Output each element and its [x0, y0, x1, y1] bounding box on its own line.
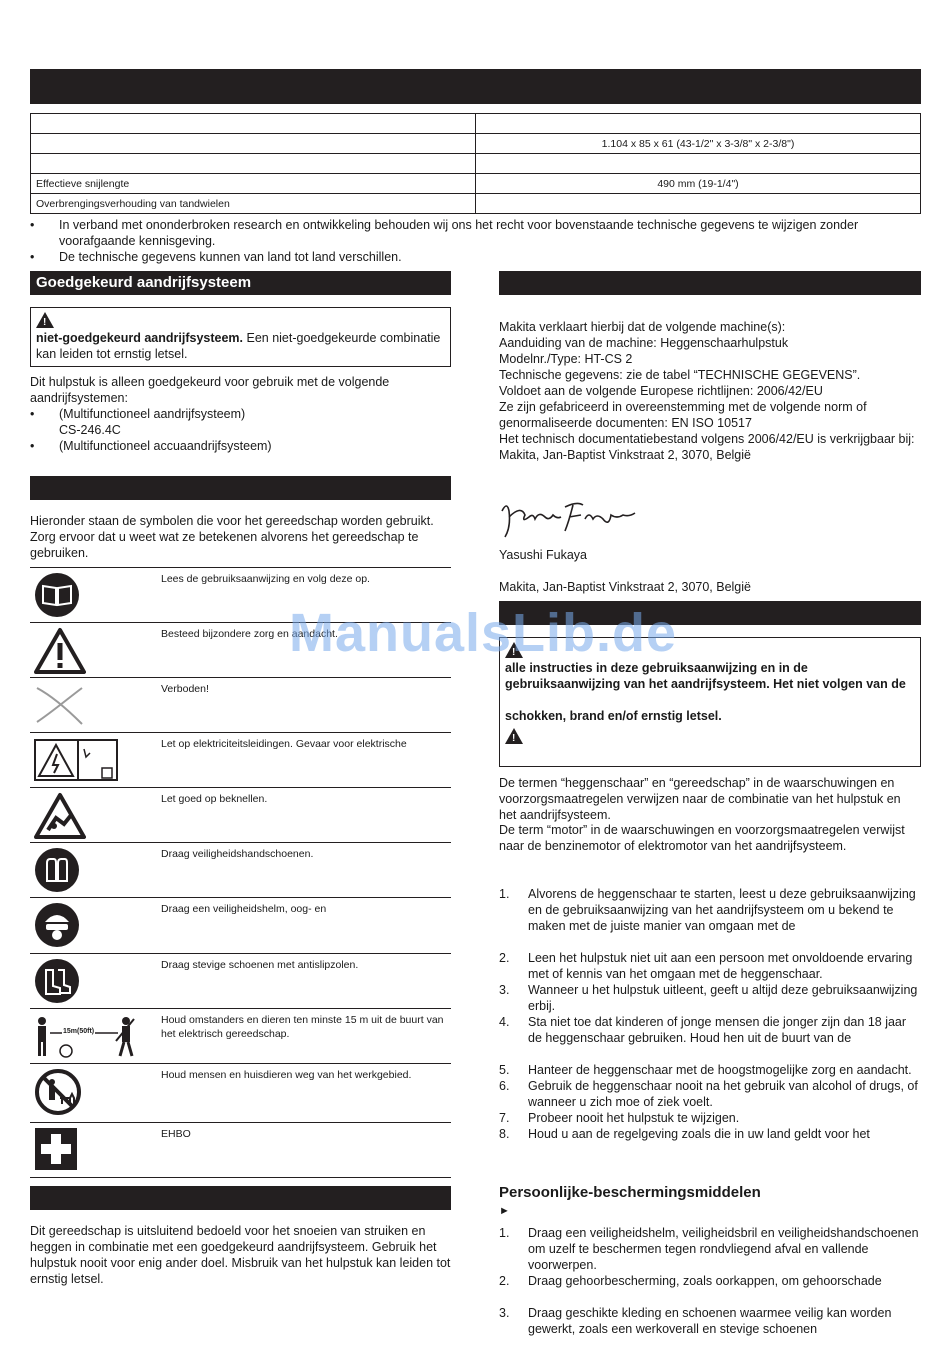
spec-label: Effectieve snijlengte	[31, 174, 476, 194]
warning-box-approved: ! niet-goedgekeurd aandrijfsysteem. Een niet-goedgekeurde combinatie kan leiden tot ernstig letsel.	[30, 307, 451, 367]
spec-value: 1.104 x 85 x 61 (43-1/2" x 3-3/8" x 2-3/8")	[476, 134, 921, 154]
ppe-list	[499, 1225, 921, 1337]
safety-list	[499, 886, 921, 1142]
symbol-label: Lees de gebruiksaanwijzing en volg deze op.	[161, 573, 370, 585]
helmet-goggles-icon	[34, 902, 80, 953]
electric-lines-icon	[34, 737, 118, 786]
symbol-label: Let op elektriciteitsleidingen. Gevaar voor elektrische	[161, 738, 407, 750]
approved-intro: Dit hulpstuk is alleen goedgekeurd voor gebruik met de volgende aandrijfsystemen:	[30, 375, 390, 405]
list-item: • In verband met ononderbroken research en ontwikkeling behouden wij ons het recht voor bovenstaande technische gegevens te wijzigen zonder voorafgaande kennisgeving.	[30, 218, 859, 248]
symbol-row	[30, 953, 451, 1009]
spec-label	[31, 134, 476, 154]
distance-label: 15m(50ft)	[63, 1028, 95, 1035]
list-item: 6. Gebruik de heggenschaar nooit na het gebruik van alcohol of drugs, of wanneer u zich moe of ziek voelt.	[499, 1079, 918, 1109]
symbol-label: Let goed op beknellen.	[161, 793, 268, 805]
spec-table	[30, 113, 921, 214]
symbol-row	[30, 732, 451, 788]
section-title: Goedgekeurd aandrijfsysteem	[36, 274, 252, 291]
symbol-label: Draag veiligheidshandschoenen.	[161, 848, 314, 860]
table-row	[31, 114, 921, 134]
declaration-block: Makita verklaart hierbij dat de volgende machine(s): Aanduiding van de machine: Heggenschaarhulpstuk Modelnr./Type: HT-CS 2 Technische gegevens: zie de tabel “TECHNISCHE GEGEVENS”. Voldoet aan de volgende Europese richtlijnen: 2006/42/EU Ze zijn gefabriceerd in overeenstemming met de volgende norm of genormaliseerde documenten: EN ISO 10517 Het technisch documentatiebestand volgens 2006/42/EU is verkrijgbaar bij: Makita, Jan-Baptist Vinkstraat 2, 3070, België	[499, 320, 915, 462]
warning-icon	[34, 627, 86, 680]
section-header-symbols	[30, 476, 451, 500]
signature	[499, 497, 639, 548]
read-manual-icon	[34, 572, 80, 623]
safety-boots-icon	[34, 958, 80, 1009]
ppe-marker: ►	[499, 1205, 510, 1217]
list-item: • (Multifunctioneel accuaandrijfsysteem)	[30, 439, 272, 453]
symbol-row	[30, 1063, 451, 1123]
symbol-row	[30, 842, 451, 898]
signer-address: Makita, Jan-Baptist Vinkstraat 2, 3070, België	[499, 580, 751, 594]
table-row	[31, 154, 921, 174]
list-item: 4. Sta niet toe dat kinderen of jonge mensen die jonger zijn dan 18 jaar de heggenschaar gebruiken. Houd hen uit de buurt van de	[499, 1015, 907, 1045]
symbol-label: Draag een veiligheidshelm, oog- en	[161, 903, 327, 915]
warning-icon	[36, 312, 54, 328]
list-item: 8. Houd u aan de regelgeving zoals die in uw land geldt voor het	[499, 1127, 870, 1141]
section-header-declaration	[499, 271, 921, 295]
spec-label	[31, 154, 476, 174]
warning-box-safety: ! alle instructies in deze gebruiksaanwijzing en in de gebruiksaanwijzing van het aandrijfsysteem. Het niet volgen van de schokken, brand en/of ernstig letsel. !	[499, 637, 921, 767]
symbol-label: Houd mensen en huisdieren weg van het werkgebied.	[161, 1069, 412, 1081]
list-item: 7. Probeer nooit het hulpstuk te wijzigen.	[499, 1111, 740, 1125]
table-row	[31, 194, 921, 214]
symbol-label: Besteed bijzondere zorg en aandacht.	[161, 628, 338, 640]
section-header-bar-technical	[30, 69, 921, 104]
spec-label: Overbrengingsverhouding van tandwielen	[31, 194, 476, 214]
ppe-title: Persoonlijke-beschermingsmiddelen	[499, 1184, 761, 1201]
symbol-row	[30, 787, 451, 843]
distance-15m-icon	[34, 1013, 144, 1061]
warning-icon	[505, 728, 523, 744]
list-item: 2. Leen het hulpstuk niet uit aan een persoon met onvoldoende ervaring met of kennis van het omgaan met de heggenschaar.	[499, 951, 913, 981]
gloves-icon	[34, 847, 80, 898]
pinch-hazard-icon	[34, 792, 86, 845]
safety-terms-1: De termen “heggenschaar” en “gereedschap” in de waarschuwingen en voorzorgsmaatregelen verwijzen naar de combinatie van het hulpstuk en het aandrijfsysteem.	[499, 776, 901, 822]
symbol-row	[30, 897, 451, 954]
table-row	[31, 174, 921, 194]
list-item: 1. Draag een veiligheidshelm, veiligheidsbril en veiligheidshandschoenen om uzelf te beschermen tegen rondvliegend afval en vallende voorwerpen.	[499, 1226, 919, 1272]
symbols-intro: Hieronder staan de symbolen die voor het gereedschap worden gebruikt. Zorg ervoor dat u weet wat ze betekenen alvorens het gereedschap te gebruiken.	[30, 514, 434, 560]
safety-terms-2: De term “motor” in de waarschuwingen en voorzorgsmaatregelen verwijst naar de benzinemotor of elektromotor van het aandrijfsysteem.	[499, 823, 905, 853]
forbidden-icon	[34, 682, 86, 733]
section-header-intended-use	[30, 1186, 451, 1210]
symbol-label: Houd omstanders en dieren ten minste 15 m uit de buurt van het elektrisch gereedschap.	[161, 1014, 444, 1040]
symbol-row	[30, 677, 451, 733]
list-item: • De technische gegevens kunnen van land tot land verschillen.	[30, 250, 402, 264]
approved-list	[30, 406, 451, 454]
symbol-row	[30, 1008, 451, 1064]
list-item: 3. Draag geschikte kleding en schoenen waarmee veilig kan worden gewerkt, zoals een werkoverall en stevige schoenen	[499, 1306, 892, 1336]
symbol-label: Verboden!	[161, 683, 209, 695]
spec-value	[476, 194, 921, 214]
list-item: 2. Draag gehoorbescherming, zoals oorkappen, om gehoorschade	[499, 1274, 882, 1288]
spec-notes	[30, 217, 921, 265]
spec-value: 490 mm (19-1/4")	[476, 174, 921, 194]
first-aid-icon	[34, 1127, 78, 1176]
spec-value	[476, 154, 921, 174]
section-header-approved	[30, 271, 451, 295]
list-item: 3. Wanneer u het hulpstuk uitleent, geeft u altijd deze gebruiksaanwijzing erbij.	[499, 983, 918, 1013]
symbol-label: EHBO	[161, 1128, 191, 1140]
spec-value	[476, 114, 921, 134]
list-item: 5. Hanteer de heggenschaar met de hoogstmogelijke zorg en aandacht.	[499, 1063, 912, 1077]
list-item: • (Multifunctioneel aandrijfsysteem) CS-246.4C	[30, 407, 246, 437]
watermark: ManualsLib.de	[289, 603, 678, 663]
signer-name: Yasushi Fukaya	[499, 548, 588, 562]
symbol-label: Draag stevige schoenen met antislipzolen.	[161, 959, 359, 971]
table-row	[31, 134, 921, 154]
list-item: 1. Alvorens de heggenschaar te starten, leest u deze gebruiksaanwijzing en de gebruiksaanwijzing van het aandrijfsysteem om u bekend te maken met de juiste manier van omgaan met de	[499, 887, 916, 933]
intended-use-text: Dit gereedschap is uitsluitend bedoeld voor het snoeien van struiken en heggen in combinatie met een goedgekeurd aandrijfsysteem. Gebruik het hulpstuk nooit voor enig ander doel. Misbruik van het hulpstuk kan leiden tot ernstig letsel.	[30, 1224, 451, 1286]
spec-label	[31, 114, 476, 134]
no-bystanders-icon	[34, 1068, 82, 1121]
symbol-row	[30, 1122, 451, 1178]
